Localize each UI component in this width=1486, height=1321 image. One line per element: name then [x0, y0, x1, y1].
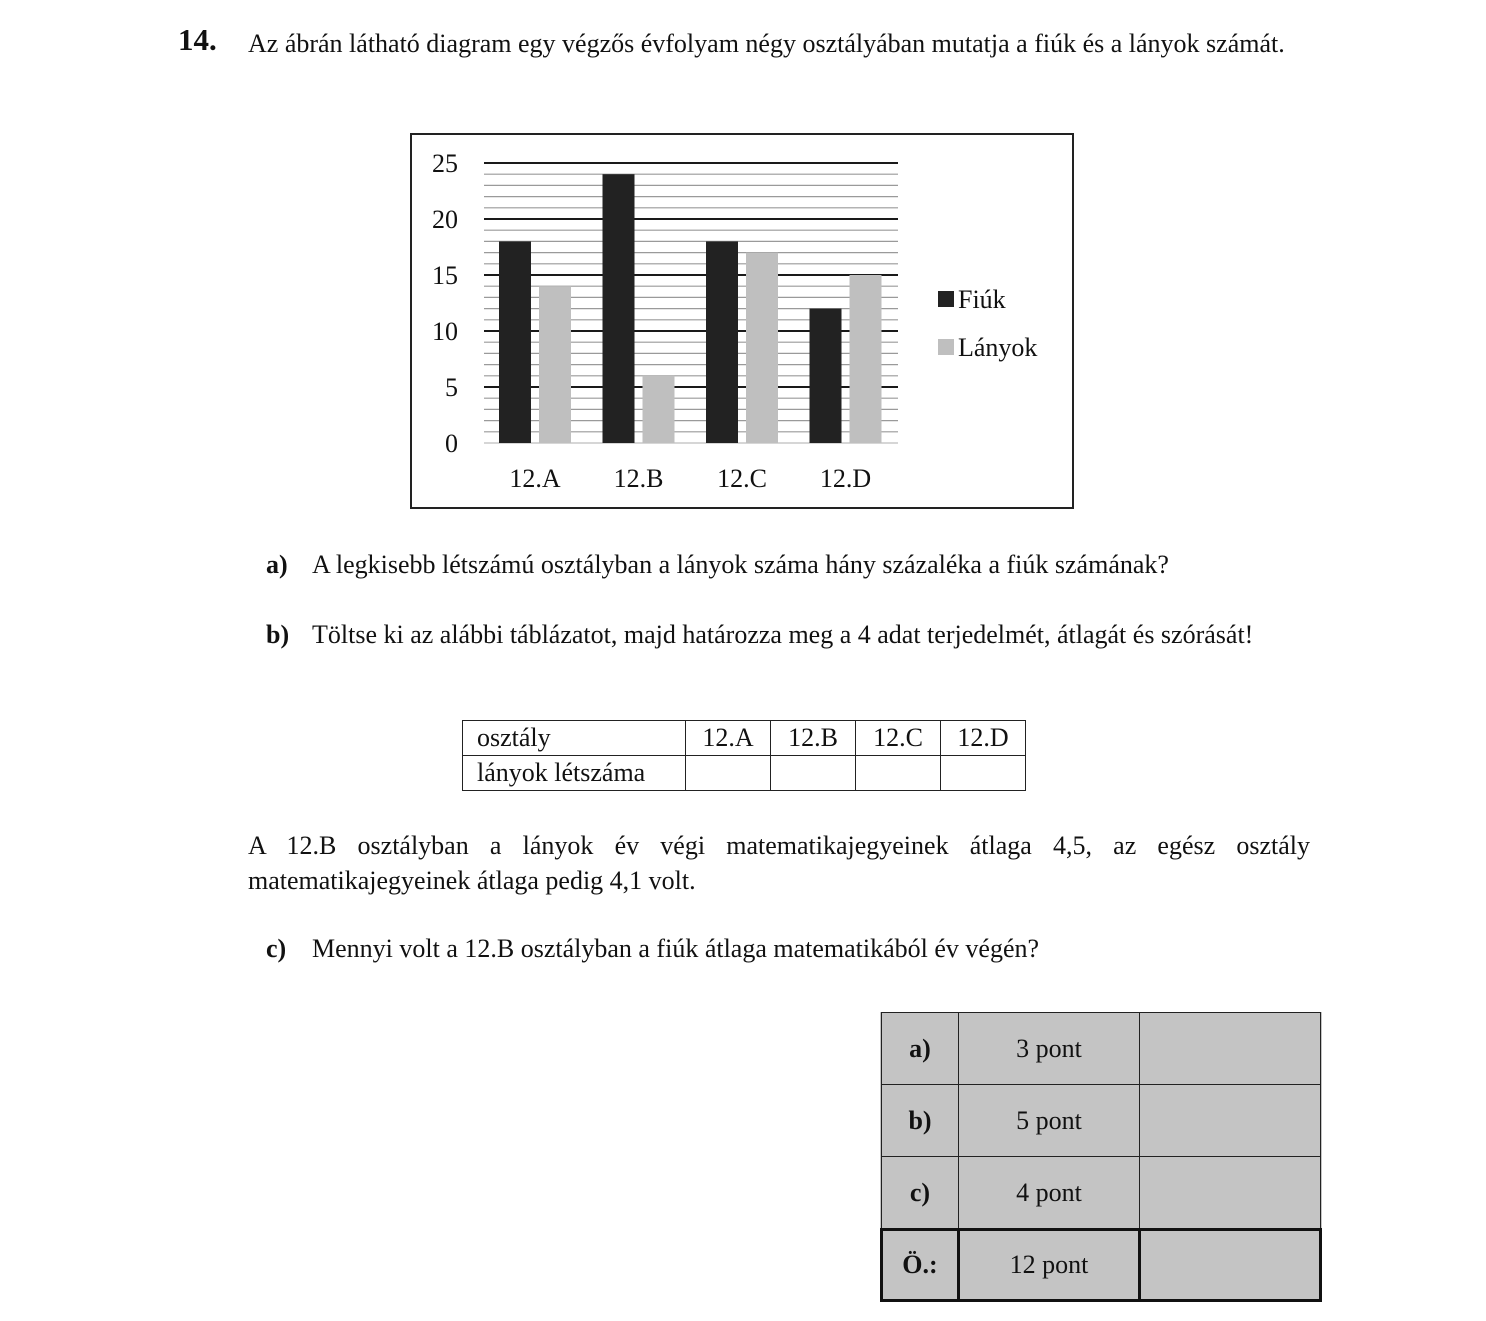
- y-tick-label: 20: [432, 205, 458, 234]
- score-table: [880, 1012, 1322, 1302]
- bar-lanyok-12a: [539, 286, 571, 443]
- header-12d: 12.D: [941, 721, 1026, 756]
- x-tick-label: 12.D: [819, 464, 872, 493]
- score-points: 4 pont: [959, 1157, 1140, 1230]
- legend-label: Fiúk: [958, 285, 1006, 314]
- y-tick-label: 10: [432, 317, 458, 346]
- y-tick-label: 0: [445, 429, 458, 458]
- chart-canvas: [412, 135, 1072, 507]
- legend-label: Lányok: [958, 333, 1038, 362]
- bar-chart: [410, 133, 1074, 509]
- bar-lanyok-12b: [643, 376, 675, 443]
- legend-swatch: [938, 291, 954, 307]
- part-c: [266, 932, 1310, 968]
- table-row: [463, 721, 1026, 756]
- bar-fiuk-12d: [810, 309, 842, 443]
- y-tick-label: 5: [445, 373, 458, 402]
- question-number: 14.: [178, 22, 217, 57]
- header-12a: 12.A: [686, 721, 771, 756]
- score-earned-cell[interactable]: [1140, 1230, 1321, 1301]
- score-label: a): [882, 1013, 959, 1085]
- context-paragraph: A 12.B osztályban a lányok év végi matematikajegyeinek átlaga 4,5, az egész osztály matematikajegyeinek átlaga pedig 4,1 volt.: [248, 831, 1310, 895]
- score-points: 12 pont: [959, 1230, 1140, 1301]
- header-12c: 12.C: [856, 721, 941, 756]
- answer-cell-12b[interactable]: [771, 756, 856, 791]
- header-class: osztály: [463, 721, 686, 756]
- score-earned-cell[interactable]: [1140, 1013, 1321, 1085]
- score-earned-cell[interactable]: [1140, 1085, 1321, 1157]
- part-a-text: A legkisebb létszámú osztályban a lányok száma hány százaléka a fiúk számának?: [312, 550, 1169, 579]
- bar-fiuk-12a: [499, 241, 531, 443]
- score-label: Ö.:: [882, 1230, 959, 1301]
- part-b-text: Töltse ki az alábbi táblázatot, majd határozza meg a 4 adat terjedelmét, átlagát és szórását!: [312, 620, 1254, 649]
- part-b: [266, 618, 1310, 688]
- y-tick-label: 15: [432, 261, 458, 290]
- question-intro: Az ábrán látható diagram egy végzős évfolyam négy osztályában mutatja a fiúk és a lányok számát.: [248, 29, 1285, 58]
- bar-lanyok-12c: [746, 253, 778, 443]
- score-label: b): [882, 1085, 959, 1157]
- score-points: 5 pont: [959, 1085, 1140, 1157]
- table-row: [463, 756, 1026, 791]
- part-a: [266, 548, 1310, 584]
- answer-cell-12d[interactable]: [941, 756, 1026, 791]
- bar-lanyok-12d: [850, 275, 882, 443]
- legend-swatch: [938, 339, 954, 355]
- score-row-b: [882, 1085, 1321, 1157]
- y-tick-label: 25: [432, 149, 458, 178]
- score-row-total: [882, 1230, 1321, 1301]
- score-label: c): [882, 1157, 959, 1230]
- part-b-label: b): [266, 620, 290, 649]
- part-a-label: a): [266, 550, 288, 579]
- x-tick-label: 12.C: [717, 464, 767, 493]
- x-tick-label: 12.A: [509, 464, 561, 493]
- x-tick-label: 12.B: [613, 464, 664, 493]
- score-row-a: [882, 1013, 1321, 1085]
- header-12b: 12.B: [771, 721, 856, 756]
- row-label-girls: lányok létszáma: [463, 756, 686, 791]
- score-earned-cell[interactable]: [1140, 1157, 1321, 1230]
- answer-cell-12c[interactable]: [856, 756, 941, 791]
- answer-cell-12a[interactable]: [686, 756, 771, 791]
- part-c-label: c): [266, 934, 287, 963]
- score-points: 3 pont: [959, 1013, 1140, 1085]
- part-c-text: Mennyi volt a 12.B osztályban a fiúk átlaga matematikából év végén?: [312, 934, 1040, 963]
- score-row-c: [882, 1157, 1321, 1230]
- bar-fiuk-12b: [603, 174, 635, 443]
- girls-count-table: [462, 720, 1026, 791]
- bar-fiuk-12c: [706, 241, 738, 443]
